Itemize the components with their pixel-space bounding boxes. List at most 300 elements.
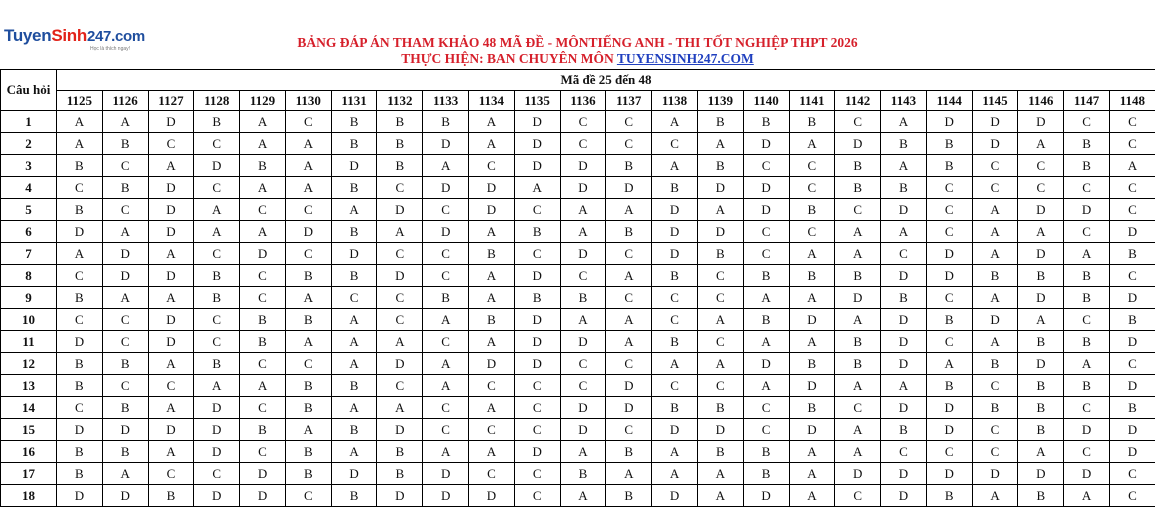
answer-cell: A <box>1018 441 1064 463</box>
exam-code-header: 1135 <box>514 91 560 111</box>
exam-code-group-header: Mã đề 25 đến 48 <box>57 70 1155 91</box>
answer-cell: B <box>285 309 331 331</box>
answer-cell: D <box>1064 419 1110 441</box>
answer-cell: C <box>560 375 606 397</box>
answer-cell: A <box>606 199 652 221</box>
answer-cell: A <box>789 243 835 265</box>
answer-cell: C <box>1064 111 1110 133</box>
table-row <box>1 463 1155 485</box>
answer-cell: B <box>102 133 148 155</box>
answer-cell: D <box>1109 375 1155 397</box>
answer-cell: B <box>652 397 698 419</box>
answer-cell: A <box>285 287 331 309</box>
answer-rows <box>1 111 1155 507</box>
answer-cell: D <box>789 419 835 441</box>
answer-cell: B <box>743 309 789 331</box>
answer-cell: A <box>697 485 743 507</box>
answer-cell: B <box>1018 397 1064 419</box>
table-row <box>1 221 1155 243</box>
question-number: 2 <box>1 133 57 155</box>
table-row <box>1 353 1155 375</box>
answer-cell: A <box>331 441 377 463</box>
answer-cell: D <box>1109 419 1155 441</box>
answer-cell: A <box>148 397 194 419</box>
question-number: 11 <box>1 331 57 353</box>
answer-cell: B <box>789 111 835 133</box>
answer-cell: A <box>606 265 652 287</box>
answer-cell: A <box>377 397 423 419</box>
answer-cell: C <box>102 199 148 221</box>
answer-cell: C <box>102 331 148 353</box>
exam-code-header: 1142 <box>835 91 881 111</box>
answer-cell: D <box>469 199 515 221</box>
answer-cell: B <box>881 287 927 309</box>
question-number: 10 <box>1 309 57 331</box>
answer-cell: A <box>972 485 1018 507</box>
answer-cell: D <box>194 441 240 463</box>
answer-cell: D <box>148 177 194 199</box>
answer-cell: D <box>972 309 1018 331</box>
answer-cell: A <box>606 309 652 331</box>
answer-cell: C <box>652 287 698 309</box>
exam-code-header: 1128 <box>194 91 240 111</box>
answer-cell: A <box>285 133 331 155</box>
answer-cell: B <box>972 353 1018 375</box>
answer-cell: D <box>743 177 789 199</box>
answer-cell: B <box>102 441 148 463</box>
answer-cell: A <box>285 155 331 177</box>
exam-code-header: 1134 <box>469 91 515 111</box>
question-column-header: Câu hỏi <box>1 70 57 111</box>
answer-cell: C <box>377 177 423 199</box>
answer-cell: A <box>1064 353 1110 375</box>
answer-cell: A <box>972 287 1018 309</box>
answer-cell: D <box>743 485 789 507</box>
answer-cell: C <box>514 199 560 221</box>
answer-cell: A <box>881 111 927 133</box>
answer-cell: B <box>57 155 103 177</box>
question-number: 6 <box>1 221 57 243</box>
exam-code-header: 1140 <box>743 91 789 111</box>
answer-cell: A <box>697 133 743 155</box>
answer-cell: B <box>331 111 377 133</box>
answer-cell: C <box>560 111 606 133</box>
exam-code-header: 1126 <box>102 91 148 111</box>
answer-cell: A <box>194 375 240 397</box>
answer-cell: C <box>1109 485 1155 507</box>
answer-cell: D <box>194 485 240 507</box>
answer-cell: A <box>377 331 423 353</box>
answer-cell: C <box>972 155 1018 177</box>
answer-cell: B <box>377 463 423 485</box>
answer-cell: C <box>789 155 835 177</box>
answer-cell: A <box>835 221 881 243</box>
answer-cell: D <box>1018 243 1064 265</box>
answer-cell: A <box>697 309 743 331</box>
answer-cell: A <box>423 309 469 331</box>
answer-cell: C <box>240 353 286 375</box>
answer-cell: C <box>972 375 1018 397</box>
answer-cell: B <box>1064 265 1110 287</box>
answer-cell: C <box>469 155 515 177</box>
answer-cell: A <box>835 419 881 441</box>
exam-code-header: 1138 <box>652 91 698 111</box>
answer-cell: A <box>1109 155 1155 177</box>
answer-cell: C <box>1109 199 1155 221</box>
answer-key-table <box>0 69 1155 507</box>
answer-cell: C <box>194 243 240 265</box>
answer-cell: C <box>57 265 103 287</box>
answer-cell: B <box>194 353 240 375</box>
answer-cell: D <box>1064 463 1110 485</box>
answer-cell: A <box>835 309 881 331</box>
answer-cell: A <box>972 221 1018 243</box>
answer-cell: D <box>652 419 698 441</box>
answer-cell: B <box>102 353 148 375</box>
answer-cell: C <box>789 221 835 243</box>
answer-cell: D <box>560 155 606 177</box>
answer-cell: A <box>652 111 698 133</box>
answer-cell: D <box>881 199 927 221</box>
answer-cell: A <box>102 111 148 133</box>
answer-cell: C <box>652 375 698 397</box>
question-number: 15 <box>1 419 57 441</box>
answer-cell: D <box>560 419 606 441</box>
answer-cell: C <box>240 287 286 309</box>
answer-cell: B <box>881 419 927 441</box>
answer-cell: D <box>514 441 560 463</box>
answer-cell: D <box>1109 287 1155 309</box>
answer-cell: A <box>469 397 515 419</box>
answer-cell: A <box>469 441 515 463</box>
answer-cell: B <box>194 287 240 309</box>
answer-cell: A <box>1064 243 1110 265</box>
answer-cell: A <box>697 199 743 221</box>
exam-code-header: 1141 <box>789 91 835 111</box>
table-row <box>1 375 1155 397</box>
answer-cell: D <box>789 309 835 331</box>
answer-cell: D <box>926 243 972 265</box>
answer-cell: C <box>240 441 286 463</box>
answer-cell: C <box>240 199 286 221</box>
answer-cell: B <box>1064 375 1110 397</box>
answer-cell: D <box>1018 463 1064 485</box>
answer-cell: C <box>194 133 240 155</box>
answer-cell: A <box>926 353 972 375</box>
answer-cell: A <box>652 463 698 485</box>
answer-cell: A <box>240 133 286 155</box>
answer-cell: C <box>102 309 148 331</box>
answer-cell: D <box>240 463 286 485</box>
answer-cell: C <box>469 463 515 485</box>
answer-cell: B <box>331 419 377 441</box>
answer-cell: D <box>148 221 194 243</box>
answer-cell: B <box>652 331 698 353</box>
answer-cell: D <box>514 309 560 331</box>
exam-code-header: 1147 <box>1064 91 1110 111</box>
answer-cell: A <box>514 177 560 199</box>
answer-cell: D <box>881 485 927 507</box>
answer-cell: A <box>652 155 698 177</box>
answer-cell: D <box>514 111 560 133</box>
answer-cell: C <box>469 375 515 397</box>
table-row <box>1 309 1155 331</box>
answer-cell: D <box>560 243 606 265</box>
logo-part-3: 247.com <box>87 28 145 45</box>
answer-cell: A <box>835 243 881 265</box>
answer-cell: C <box>423 199 469 221</box>
answer-cell: B <box>514 221 560 243</box>
logo-part-1: Tuyen <box>4 26 51 45</box>
answer-cell: C <box>285 243 331 265</box>
answer-cell: A <box>881 155 927 177</box>
answer-cell: C <box>148 133 194 155</box>
answer-cell: D <box>881 353 927 375</box>
exam-code-header: 1136 <box>560 91 606 111</box>
answer-cell: B <box>606 485 652 507</box>
answer-cell: D <box>926 111 972 133</box>
answer-cell: C <box>835 397 881 419</box>
answer-cell: D <box>697 419 743 441</box>
answer-cell: B <box>972 397 1018 419</box>
answer-cell: C <box>1064 397 1110 419</box>
answer-cell: D <box>57 485 103 507</box>
answer-cell: B <box>377 441 423 463</box>
answer-cell: D <box>102 265 148 287</box>
answer-cell: C <box>835 111 881 133</box>
answer-cell: A <box>469 221 515 243</box>
answer-cell: B <box>881 177 927 199</box>
answer-cell: D <box>972 463 1018 485</box>
answer-cell: D <box>881 463 927 485</box>
answer-cell: A <box>331 397 377 419</box>
answer-cell: D <box>743 199 789 221</box>
answer-cell: C <box>331 287 377 309</box>
answer-cell: B <box>194 265 240 287</box>
answer-cell: C <box>1018 177 1064 199</box>
answer-cell: C <box>423 331 469 353</box>
answer-cell: A <box>331 309 377 331</box>
answer-cell: C <box>743 419 789 441</box>
answer-cell: C <box>102 375 148 397</box>
answer-cell: C <box>423 397 469 419</box>
answer-cell: C <box>57 177 103 199</box>
answer-cell: A <box>1064 485 1110 507</box>
answer-cell: C <box>606 243 652 265</box>
answer-cell: A <box>743 375 789 397</box>
answer-cell: D <box>1018 111 1064 133</box>
answer-cell: C <box>972 177 1018 199</box>
answer-cell: D <box>331 155 377 177</box>
answer-cell: C <box>652 133 698 155</box>
answer-cell: B <box>331 221 377 243</box>
answer-cell: B <box>789 353 835 375</box>
answer-cell: C <box>423 243 469 265</box>
answer-cell: B <box>57 199 103 221</box>
answer-cell: A <box>789 331 835 353</box>
answer-cell: B <box>285 397 331 419</box>
answer-cell: A <box>1018 133 1064 155</box>
answer-cell: D <box>423 177 469 199</box>
answer-cell: C <box>423 265 469 287</box>
answer-cell: D <box>285 221 331 243</box>
answer-cell: B <box>606 221 652 243</box>
table-row <box>1 111 1155 133</box>
answer-cell: A <box>560 199 606 221</box>
answer-cell: C <box>1109 133 1155 155</box>
answer-cell: B <box>926 155 972 177</box>
question-number: 8 <box>1 265 57 287</box>
answer-cell: C <box>285 199 331 221</box>
answer-cell: B <box>1018 331 1064 353</box>
answer-cell: B <box>789 265 835 287</box>
question-number: 16 <box>1 441 57 463</box>
answer-cell: A <box>560 221 606 243</box>
answer-cell: C <box>285 485 331 507</box>
answer-cell: D <box>194 397 240 419</box>
answer-cell: B <box>606 441 652 463</box>
table-row <box>1 177 1155 199</box>
answer-cell: C <box>606 287 652 309</box>
answer-cell: C <box>606 133 652 155</box>
exam-code-header: 1133 <box>423 91 469 111</box>
answer-cell: B <box>1064 287 1110 309</box>
answer-cell: A <box>240 221 286 243</box>
answer-cell: A <box>240 375 286 397</box>
answer-cell: D <box>469 353 515 375</box>
answer-cell: B <box>377 133 423 155</box>
answer-cell: D <box>972 111 1018 133</box>
answer-cell: A <box>789 441 835 463</box>
answer-cell: B <box>1109 309 1155 331</box>
answer-cell: B <box>331 485 377 507</box>
exam-code-header: 1125 <box>57 91 103 111</box>
answer-cell: D <box>1018 353 1064 375</box>
answer-cell: A <box>102 221 148 243</box>
answer-cell: C <box>148 463 194 485</box>
answer-cell: D <box>102 419 148 441</box>
table-row <box>1 441 1155 463</box>
answer-cell: D <box>1109 221 1155 243</box>
answer-cell: D <box>148 111 194 133</box>
answer-cell: B <box>560 463 606 485</box>
table-row <box>1 397 1155 419</box>
answer-cell: B <box>57 441 103 463</box>
answer-cell: C <box>285 353 331 375</box>
answer-cell: B <box>1109 243 1155 265</box>
answer-cell: D <box>423 485 469 507</box>
answer-cell: B <box>331 133 377 155</box>
answer-cell: D <box>652 221 698 243</box>
answer-cell: D <box>606 397 652 419</box>
answer-cell: D <box>743 353 789 375</box>
answer-cell: A <box>331 353 377 375</box>
answer-cell: D <box>514 155 560 177</box>
page-title: BẢNG ĐÁP ÁN THAM KHẢO 48 MÃ ĐỀ - MÔNTIẾNG ANH - THI TỐT NGHIỆP THPT 2026 <box>0 35 1155 50</box>
answer-cell: B <box>926 375 972 397</box>
answer-cell: C <box>194 463 240 485</box>
answer-cell: D <box>377 419 423 441</box>
answer-cell: A <box>423 375 469 397</box>
answer-cell: D <box>148 331 194 353</box>
answer-cell: D <box>514 331 560 353</box>
answer-cell: D <box>881 265 927 287</box>
question-number: 13 <box>1 375 57 397</box>
answer-cell: C <box>1109 463 1155 485</box>
answer-cell: B <box>743 265 789 287</box>
answer-cell: C <box>926 177 972 199</box>
answer-cell: D <box>606 177 652 199</box>
answer-cell: D <box>514 265 560 287</box>
table-row <box>1 419 1155 441</box>
exam-code-header: 1130 <box>285 91 331 111</box>
answer-cell: C <box>514 397 560 419</box>
question-number: 17 <box>1 463 57 485</box>
table-row <box>1 265 1155 287</box>
answer-cell: D <box>560 177 606 199</box>
answer-cell: B <box>697 243 743 265</box>
answer-cell: C <box>377 287 423 309</box>
answer-cell: C <box>560 353 606 375</box>
answer-cell: B <box>57 463 103 485</box>
answer-cell: B <box>240 155 286 177</box>
answer-cell: B <box>560 287 606 309</box>
answer-cell: D <box>881 331 927 353</box>
answer-cell: D <box>423 221 469 243</box>
answer-cell: A <box>102 463 148 485</box>
answer-cell: D <box>57 331 103 353</box>
answer-cell: C <box>1064 309 1110 331</box>
answer-cell: A <box>835 375 881 397</box>
answer-cell: B <box>423 287 469 309</box>
answer-cell: A <box>148 287 194 309</box>
question-number: 14 <box>1 397 57 419</box>
answer-cell: A <box>377 221 423 243</box>
answer-cell: A <box>57 133 103 155</box>
answer-cell: A <box>972 331 1018 353</box>
answer-cell: B <box>331 375 377 397</box>
answer-cell: B <box>148 485 194 507</box>
exam-code-header: 1129 <box>240 91 286 111</box>
answer-cell: C <box>1109 353 1155 375</box>
answer-cell: D <box>881 397 927 419</box>
answer-cell: B <box>377 155 423 177</box>
table-row <box>1 331 1155 353</box>
answer-cell: A <box>972 243 1018 265</box>
answer-cell: A <box>148 353 194 375</box>
answer-cell: A <box>697 463 743 485</box>
answer-cell: A <box>469 111 515 133</box>
answer-cell: A <box>194 199 240 221</box>
answer-cell: D <box>1064 199 1110 221</box>
answer-cell: C <box>514 375 560 397</box>
exam-code-header: 1144 <box>926 91 972 111</box>
exam-code-header-row <box>1 91 1155 111</box>
answer-cell: D <box>331 243 377 265</box>
answer-cell: A <box>469 287 515 309</box>
table-row <box>1 243 1155 265</box>
exam-code-header: 1148 <box>1109 91 1155 111</box>
answer-cell: B <box>285 375 331 397</box>
answer-cell: A <box>881 375 927 397</box>
answer-cell: A <box>285 331 331 353</box>
answer-cell: C <box>926 221 972 243</box>
answer-cell: C <box>743 397 789 419</box>
answer-cell: C <box>743 221 789 243</box>
tuyensinh247-link[interactable]: TUYENSINH247.COM <box>617 51 754 66</box>
answer-cell: B <box>194 111 240 133</box>
answer-cell: C <box>194 331 240 353</box>
